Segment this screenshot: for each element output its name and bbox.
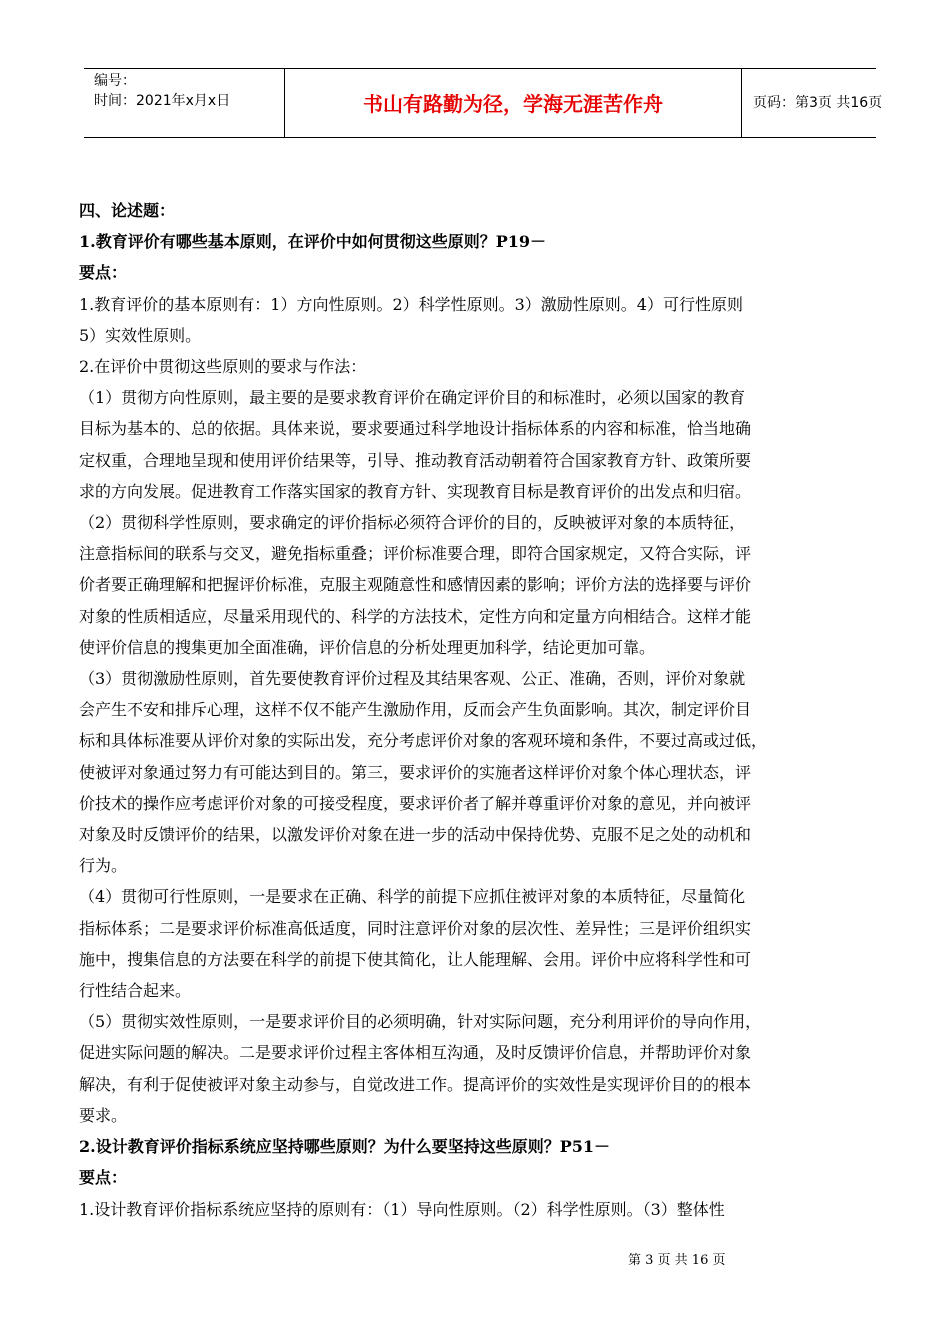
text-line: 对象的性质相适应，尽量采用现代的、科学的方法技术，定性方向和定量方向相结合。这样才能 bbox=[79, 606, 752, 626]
text-line: （5）贯彻实效性原则，一是要求评价目的必须明确，针对实际问题，充分利用评价的导向作用， bbox=[79, 1012, 762, 1032]
text-line: （1）贯彻方向性原则，最主要的是要求教育评价在确定评价目的和标准时，必须以国家的教育 bbox=[79, 388, 746, 408]
text-line: 对象及时反馈评价的结果，以激发评价对象在进一步的活动中保持优势、克服不足之处的动机和 bbox=[79, 825, 752, 845]
heading-line: 2.设计教育评价指标系统应坚持哪些原则？为什么要坚持这些原则？P51－ bbox=[79, 1137, 611, 1157]
header-motto: 书山有路勤为径，学海无涯苦作舟 bbox=[363, 92, 663, 116]
text-line: 目标为基本的、总的依据。具体来说，要求要通过科学地设计指标体系的内容和标准，恰当地确 bbox=[79, 419, 752, 439]
text-line: 促进实际问题的解决。二是要求评价过程主客体相互沟通，及时反馈评价信息，并帮助评价对象 bbox=[79, 1043, 752, 1063]
text-line: 指标体系；二是要求评价标准高低适度，同时注意评价对象的层次性、差异性；三是评价组织实 bbox=[79, 918, 752, 938]
text-line: 注意指标间的联系与交叉，避免指标重叠；评价标准要合理，即符合国家规定，又符合实际，评 bbox=[79, 544, 752, 564]
heading-line: 四、论述题： bbox=[79, 201, 176, 220]
document-body bbox=[79, 195, 899, 1225]
text-line: 1.教育评价的基本原则有：1）方向性原则。2）科学性原则。3）激励性原则。4）可行性原则 bbox=[79, 294, 743, 314]
page-header bbox=[84, 68, 883, 138]
header-page-info: 页码：第3页 共16页 bbox=[753, 95, 883, 111]
text-line: 施中，搜集信息的方法要在科学的前提下使其简化，让人能理解、会用。评价中应将科学性和可 bbox=[79, 949, 752, 969]
text-line: 5）实效性原则。 bbox=[79, 325, 202, 345]
text-line: 2.在评价中贯彻这些原则的要求与作法： bbox=[79, 357, 367, 377]
text-line: （2）贯彻科学性原则，要求确定的评价指标必须符合评价的目的，反映被评对象的本质特征， bbox=[79, 513, 746, 533]
heading-line: 要点： bbox=[79, 1168, 128, 1188]
text-line: 标和具体标准要从评价对象的实际出发，充分考虑评价对象的客观环境和条件，不要过高或过低， bbox=[79, 731, 768, 751]
text-line: （4）贯彻可行性原则，一是要求在正确、科学的前提下应抓住被评对象的本质特征，尽量简化 bbox=[79, 887, 746, 907]
header-info-cell bbox=[84, 69, 284, 137]
text-line: 会产生不安和排斥心理，这样不仅不能产生激励作用，反而会产生负面影响。其次，制定评价目 bbox=[79, 700, 752, 720]
text-line: 使评价信息的搜集更加全面准确，评价信息的分析处理更加科学，结论更加可靠。 bbox=[79, 637, 656, 657]
header-motto-cell bbox=[284, 69, 742, 137]
page-footer: 第 3 页 共 16 页 bbox=[628, 1253, 726, 1268]
header-id-label: 编号： bbox=[94, 73, 136, 89]
text-line: 使被评对象通过努力有可能达到目的。第三，要求评价的实施者这样评价对象个体心理状态，评 bbox=[79, 762, 752, 782]
text-line: 定权重，合理地呈现和使用评价结果等，引导、推动教育活动朝着符合国家教育方针、政策所要 bbox=[79, 450, 752, 470]
header-page-cell bbox=[741, 69, 883, 137]
text-line: 求的方向发展。促进教育工作落实国家的教育方针、实现教育目标是教育评价的出发点和归宿。 bbox=[79, 481, 752, 501]
heading-line: 要点： bbox=[79, 263, 128, 283]
text-line: 行性结合起来。 bbox=[79, 981, 192, 1001]
header-time-label: 时间：2021年x月x日 bbox=[94, 93, 231, 109]
text-line: 行为。 bbox=[79, 856, 128, 876]
text-line: 解决，有利于促使被评对象主动参与，自觉改进工作。提高评价的实效性是实现评价目的的根本 bbox=[79, 1074, 752, 1094]
text-line: （3）贯彻激励性原则，首先要使教育评价过程及其结果客观、公正、准确，否则，评价对象就 bbox=[79, 669, 746, 689]
heading-line: 1.教育评价有哪些基本原则，在评价中如何贯彻这些原则？P19－ bbox=[79, 232, 547, 252]
text-line: 要求。 bbox=[79, 1105, 128, 1125]
text-line: 价者要正确理解和把握评价标准，克服主观随意性和感情因素的影响；评价方法的选择要与评价 bbox=[79, 575, 752, 595]
text-line: 1.设计教育评价指标系统应坚持的原则有：（1）导向性原则。（2）科学性原则。（3）整体性 bbox=[79, 1199, 725, 1219]
text-line: 价技术的操作应考虑评价对象的可接受程度，要求评价者了解并尊重评价对象的意见，并向被评 bbox=[79, 793, 752, 813]
